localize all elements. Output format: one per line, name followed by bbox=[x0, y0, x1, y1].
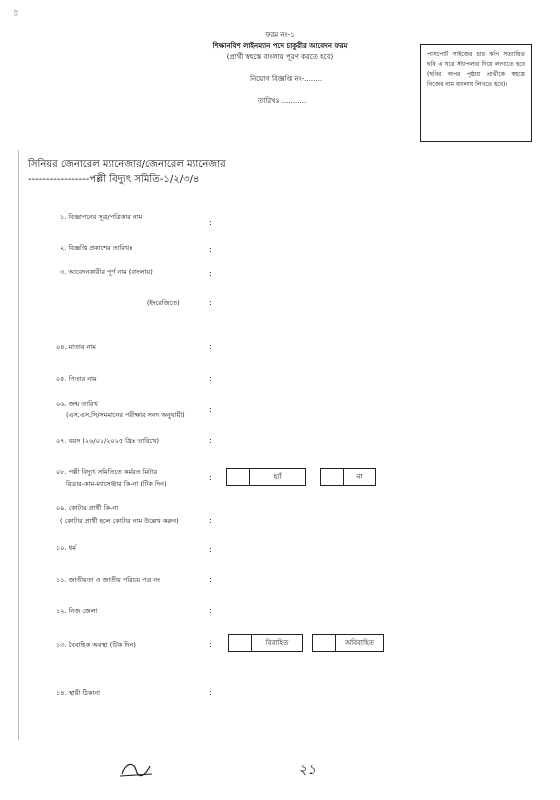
field-birthdate-label: ০৬. জন্ম তারিখ bbox=[56, 400, 98, 408]
scan-edge-line bbox=[18, 150, 19, 740]
field-father-label: ০৫. পিতার নাম bbox=[56, 375, 97, 383]
field-colon: : bbox=[209, 688, 212, 697]
field-birthdate-note: (এস,এস,সি/সমমানের পরীক্ষার সনদ অনুযায়ী) bbox=[66, 411, 185, 419]
married-checkbox[interactable] bbox=[228, 634, 303, 652]
photo-instruction: পাসপোর্ট সাইজের চার কপি সত্যায়িত ছবি এ ঘরে স্ট্যাপলার দিয়ে লাগাতে হবে (ছবির অপর পৃষ্ঠায় প্রার্থীকে স্বহস্তে নিজের নাম বাংলায় লিখতে হবে)। bbox=[427, 51, 525, 88]
field-colon: : bbox=[209, 245, 212, 254]
field-colon: : bbox=[209, 374, 212, 383]
field-ad-date-label: ২. বিজ্ঞপ্তি প্রকাশের তারিখঃ bbox=[60, 244, 133, 252]
field-meter-reader-note: রিডার-কাম-ম্যাসেঞ্জার কি-না (টিক দিন) bbox=[66, 480, 167, 488]
tick-area[interactable] bbox=[227, 469, 250, 485]
field-colon: : bbox=[209, 606, 212, 615]
field-district-label: ১২. নিজ জেলা bbox=[56, 607, 98, 615]
field-age-label: ০৭. বয়স (২৬/০১/২০২৫ খ্রিঃ তারিখে) bbox=[56, 437, 160, 445]
photo-box bbox=[420, 44, 532, 142]
unmarried-checkbox[interactable] bbox=[312, 634, 384, 652]
field-permanent-address-label: ১৪. স্থায়ী ঠিকানা bbox=[56, 689, 101, 697]
field-colon: : bbox=[209, 436, 212, 445]
signature-scribble bbox=[118, 758, 154, 780]
no-checkbox[interactable] bbox=[320, 468, 376, 486]
field-colon: : bbox=[209, 298, 212, 307]
field-name-bangla-label: ৩. আবেদনকারীর পূর্ণ নাম (বাংলায়) bbox=[60, 268, 153, 276]
yes-option-label: হ্যাঁ bbox=[273, 473, 282, 481]
field-meter-reader-label: ০৮. পল্লী বিদ্যুৎ সমিতিতে কর্মরত মিটার bbox=[56, 468, 158, 476]
field-colon: : bbox=[209, 405, 212, 414]
unmarried-option-label: অবিবাহিত bbox=[345, 639, 374, 647]
addressee-samity: -----------------পল্লী বিদ্যুৎ সমিতি-১/২/৩/৪ bbox=[28, 174, 200, 185]
form-number: ফরম নং-১ bbox=[265, 31, 295, 39]
field-quota-label: ০৯. কোটার প্রার্থী কি-না bbox=[56, 504, 119, 512]
field-colon: : bbox=[209, 545, 212, 554]
tick-area[interactable] bbox=[321, 469, 344, 485]
field-colon: : bbox=[209, 473, 212, 482]
form-title: শিক্ষানবিশ লাইনম্যান পদে চাকুরীর আবেদন ফরম bbox=[212, 42, 348, 50]
field-mother-label: ০৪. মাতার নাম bbox=[56, 343, 96, 351]
field-nationality-label: ১১. জাতীয়তা ও জাতীয় পরিচয় পত্র নং bbox=[56, 576, 161, 584]
corner-mark: ট bbox=[14, 10, 18, 18]
no-option-label: না bbox=[356, 473, 363, 481]
field-colon: : bbox=[209, 218, 212, 227]
field-marital-label: ১৩. বৈবাহিক অবস্থা (টিক দিন) bbox=[56, 641, 136, 649]
field-quota-note: ( কোটার প্রার্থী হলে কোটার নাম উল্লেখ করুন) bbox=[60, 517, 179, 525]
yes-checkbox[interactable] bbox=[226, 468, 306, 486]
field-colon: : bbox=[209, 516, 212, 525]
field-colon: : bbox=[209, 342, 212, 351]
field-colon: : bbox=[209, 269, 212, 278]
field-colon: : bbox=[209, 575, 212, 584]
field-ad-source-label: ১. বিজ্ঞাপনের সূত্র/পত্রিকার নাম bbox=[60, 213, 143, 221]
field-colon: : bbox=[209, 640, 212, 649]
application-date: তারিখঃ ........... bbox=[258, 97, 307, 105]
tick-area[interactable] bbox=[313, 635, 336, 651]
field-religion-label: ১০. ধর্ম bbox=[56, 544, 76, 552]
field-name-english-label: (ইংরেজিতে) bbox=[147, 299, 180, 307]
circular-number: নিয়োগ বিজ্ঞপ্তি নং-........ bbox=[250, 75, 323, 83]
tick-area[interactable] bbox=[229, 635, 252, 651]
married-option-label: বিবাহিত bbox=[265, 639, 289, 647]
addressee-title: সিনিয়র জেনারেল ম্যানেজার/জেনারেল ম্যানেজার bbox=[28, 159, 226, 170]
page-number: ২১ bbox=[298, 762, 317, 778]
form-subtitle: (প্রার্থী স্বহস্তে বাংলায় পূরণ করতে হবে) bbox=[226, 53, 334, 61]
